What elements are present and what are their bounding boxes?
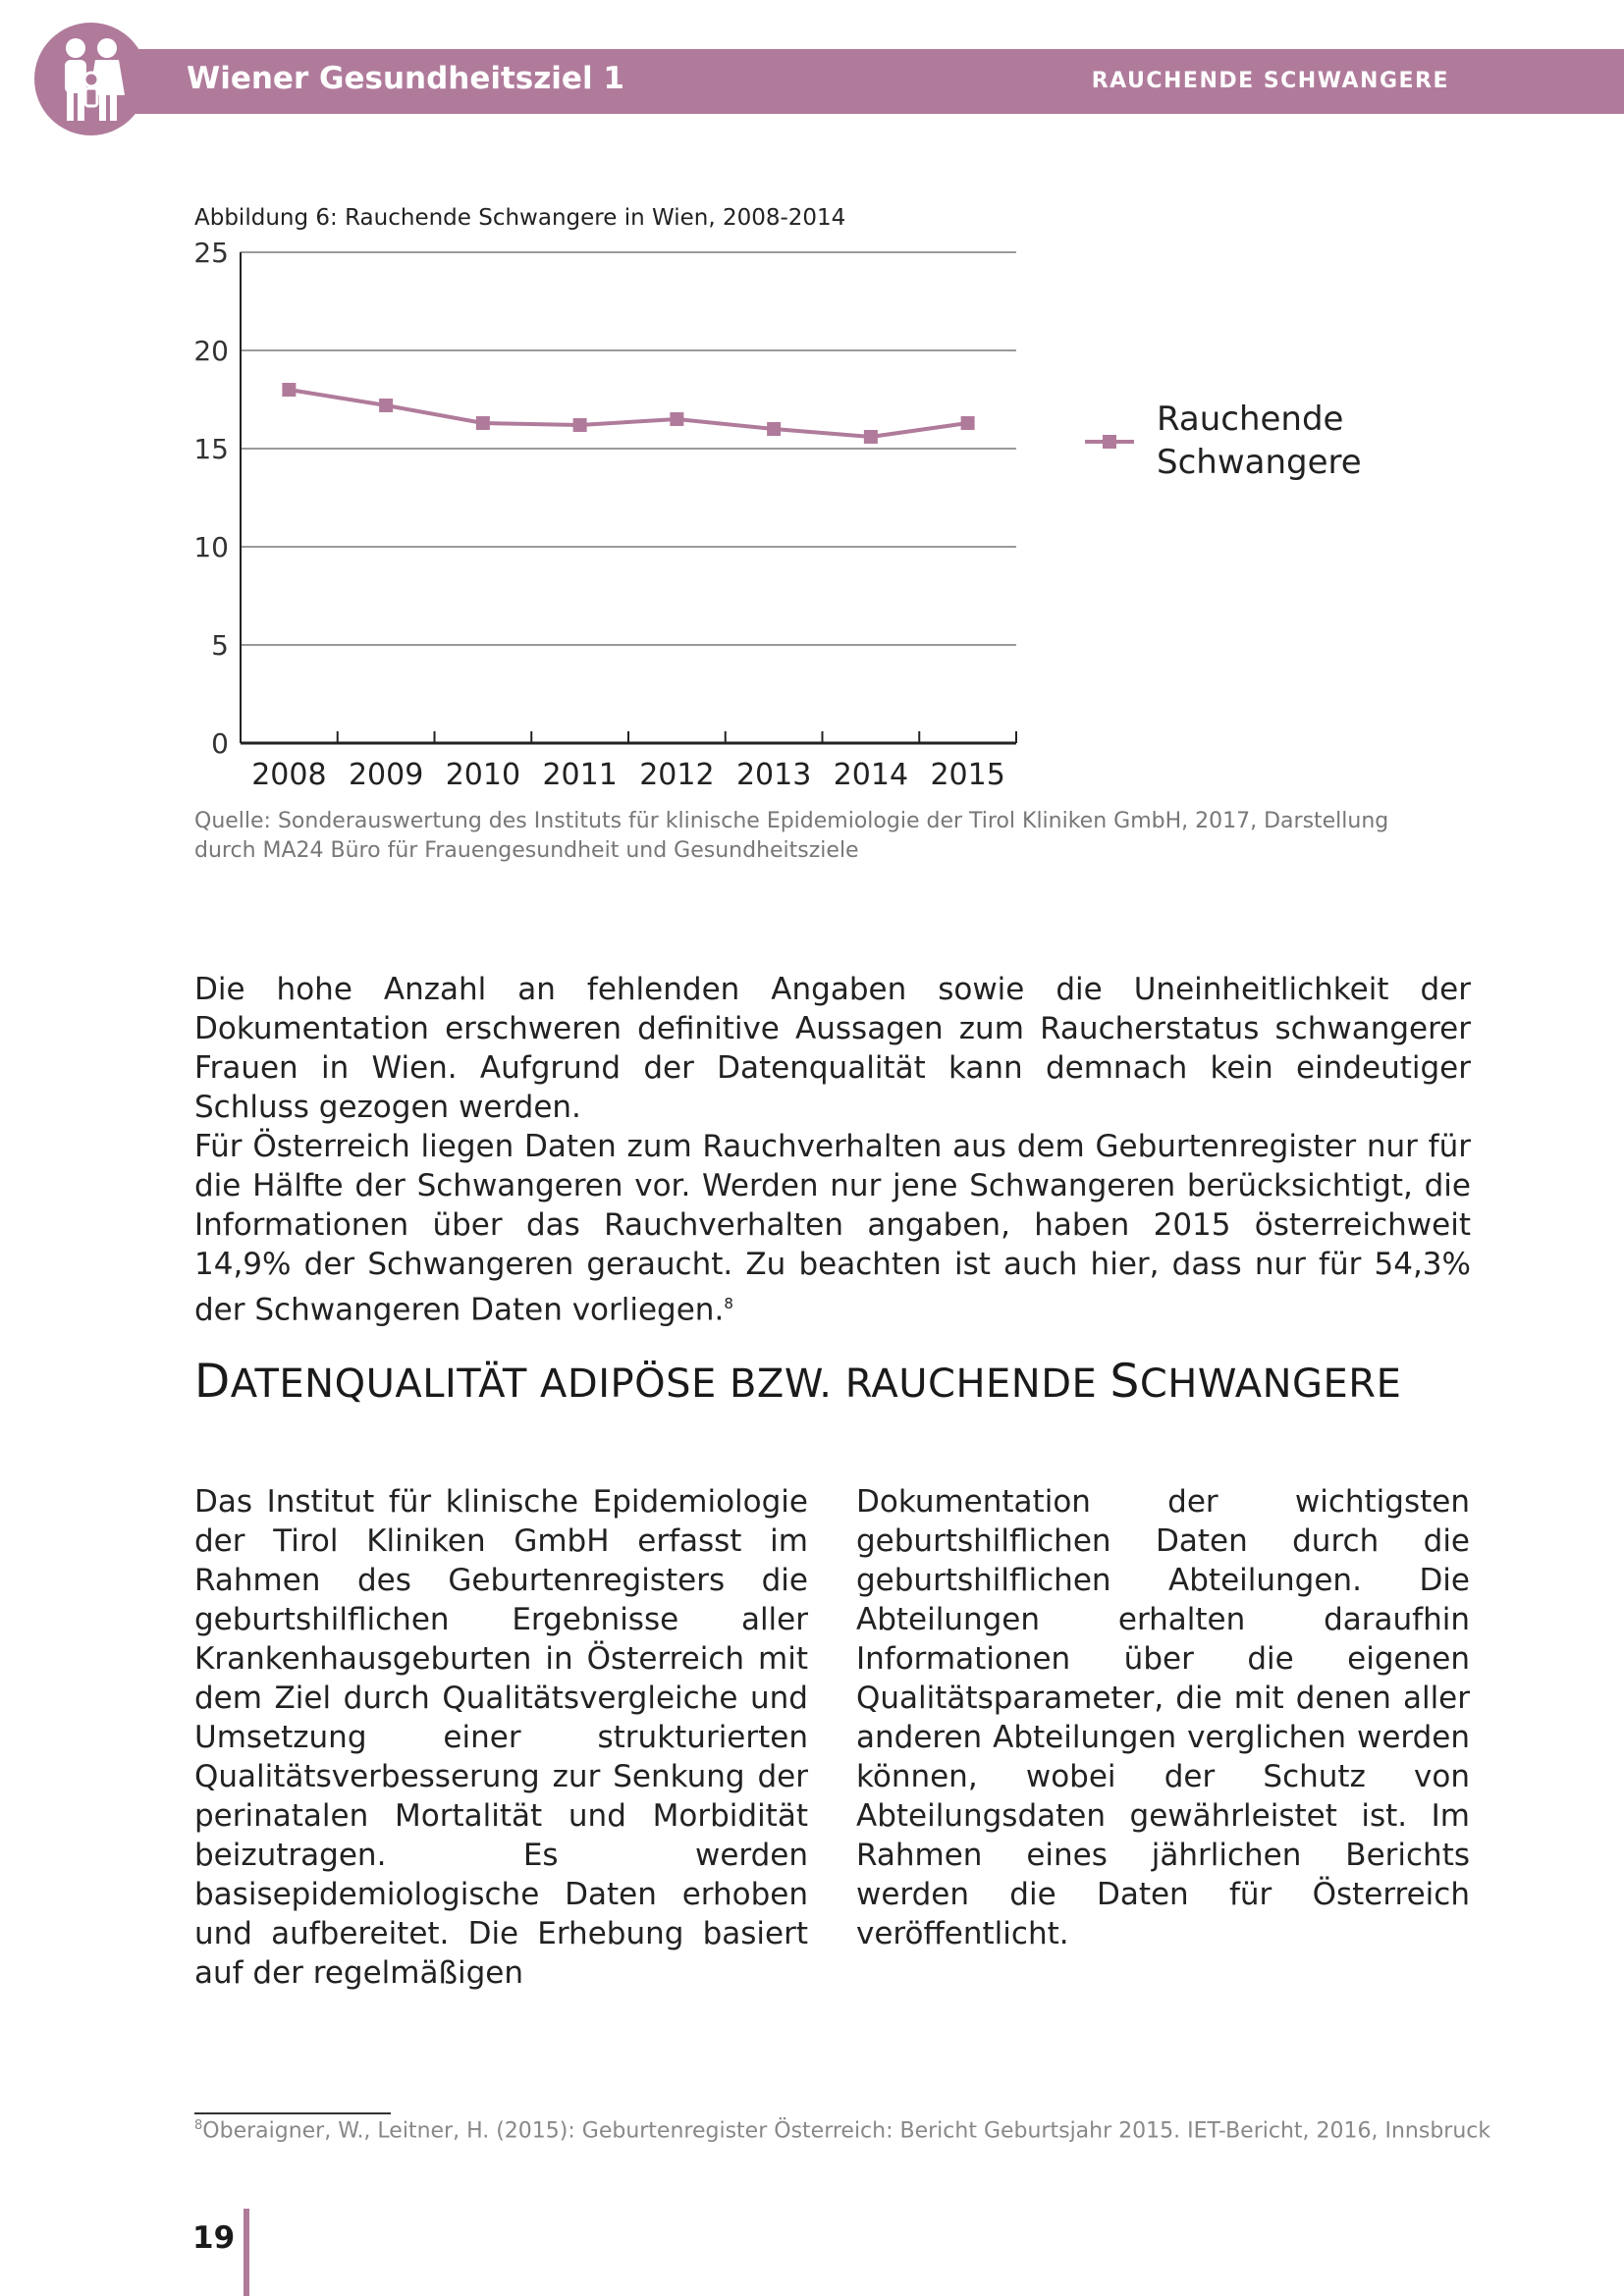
x-tick-label: 2014 xyxy=(833,758,909,792)
y-tick-label: 5 xyxy=(211,629,229,662)
page-number: 19 xyxy=(192,2220,236,2256)
chart-source: Quelle: Sonderauswertung des Instituts für klinische Epidemiologie der Tirol Kliniken GmbH, 2017, Darstellung durch MA24 Büro für Frauengesundheit und Gesundheitsziele xyxy=(194,809,1389,863)
heading-cap-1: D xyxy=(194,1355,231,1409)
legend-marker xyxy=(1103,435,1116,449)
data-point xyxy=(670,412,683,426)
paragraph-1: Die hohe Anzahl an fehlenden Angaben sowie die Uneinheitlichkeit der Dokumentation erschweren definitive Aussagen zum Raucherstatus schwangerer Frauen in Wien. Aufgrund der Datenqualität kann demnach kein eindeutiger Schluss gezogen werden. xyxy=(194,972,1471,1125)
data-point xyxy=(864,430,878,444)
data-point xyxy=(379,399,393,412)
heading-cap-2: S xyxy=(1110,1355,1140,1409)
y-tick-label: 20 xyxy=(193,335,229,367)
body-paragraph xyxy=(194,970,1471,1329)
x-tick-label: 2010 xyxy=(445,758,521,792)
header-title: Wiener Gesundheitsziel 1 xyxy=(187,61,624,96)
footnote-number: 8 xyxy=(194,2118,203,2133)
family-icon xyxy=(34,23,147,135)
y-tick-label: 0 xyxy=(211,727,229,760)
heading-part-2: CHWANGERE xyxy=(1139,1362,1402,1407)
footnote-ref: 8 xyxy=(724,1295,733,1312)
heading-part-1: ATENQUALITÄT ADIPÖSE BZW. RAUCHENDE xyxy=(230,1362,1110,1407)
header-bar xyxy=(108,49,1624,114)
footnote xyxy=(194,2118,1490,2143)
paragraph-2-text: Für Österreich liegen Daten zum Rauchverhalten aus dem Geburtenregister nur für die Hälfte der Schwangeren vor. Werden nur jene Schwangeren berücksichtigt, die Informationen über das Rauchverhalten angaben, haben 2015 österreichweit 14,9% der Schwangeren geraucht. Zu beachten ist auch hier, dass nur für 54,3% der Schwangeren Daten vorliegen. xyxy=(194,1129,1471,1328)
data-point xyxy=(282,383,296,397)
x-tick-label: 2008 xyxy=(251,758,327,792)
data-point xyxy=(767,422,781,436)
figure-caption: Abbildung 6: Rauchende Schwangere in Wien, 2008-2014 xyxy=(194,205,846,231)
y-tick-label: 15 xyxy=(193,433,229,465)
x-tick-label: 2012 xyxy=(639,758,715,792)
footnote-divider xyxy=(194,2112,391,2114)
line-chart xyxy=(187,236,1365,805)
legend-label-line-1: Rauchende xyxy=(1157,400,1344,439)
data-point xyxy=(476,416,490,430)
series-line xyxy=(289,390,967,437)
legend-label-line-2: Schwangere xyxy=(1157,443,1362,482)
section-heading xyxy=(194,1355,1401,1409)
text-column-right: Dokumentation der wichtigsten geburtshilflichen Daten durch die geburtshilflichen Abteilungen. Die Abteilungen erhalten daraufhin Informationen über die eigenen Qualitätsparameter, die mit denen aller anderen Abteilungen verglichen werden können, wobei der Schutz von Abteilungsdaten gewährleistet ist. Im Rahmen eines jährlichen Berichts werden die Daten für Österreich veröffentlicht. xyxy=(856,1484,1470,1951)
x-tick-label: 2009 xyxy=(348,758,424,792)
y-tick-label: 25 xyxy=(193,237,229,269)
header-section-label: RAUCHENDE SCHWANGERE xyxy=(1091,69,1449,93)
text-column-left: Das Institut für klinische Epidemiologie der Tirol Kliniken GmbH erfasst im Rahmen des Geburtenregisters die geburtshilflichen Ergebnisse aller Krankenhausgeburten in Österreich mit dem Ziel durch Qualitätsvergleiche und Umsetzung einer strukturierten Qualitätsverbesserung zur Senkung der perinatalen Mortalität und Morbidität beizutragen. Es werden basisepidemiologische Daten erhoben und aufbereitet. Die Erhebung basiert auf der regelmäßigen xyxy=(194,1484,808,1991)
page-number-rule xyxy=(244,2209,249,2296)
data-point xyxy=(573,418,587,432)
data-point xyxy=(961,416,975,430)
footnote-text: Oberaigner, W., Leitner, H. (2015): Geburtenregister Österreich: Bericht Geburtsjahr 2015. IET-Bericht, 2016, Innsbruck xyxy=(202,2118,1491,2144)
x-tick-label: 2011 xyxy=(542,758,618,792)
x-tick-label: 2015 xyxy=(930,758,1005,792)
paragraph-2 xyxy=(194,1127,1471,1329)
x-tick-label: 2013 xyxy=(735,758,812,792)
y-tick-label: 10 xyxy=(193,531,229,563)
